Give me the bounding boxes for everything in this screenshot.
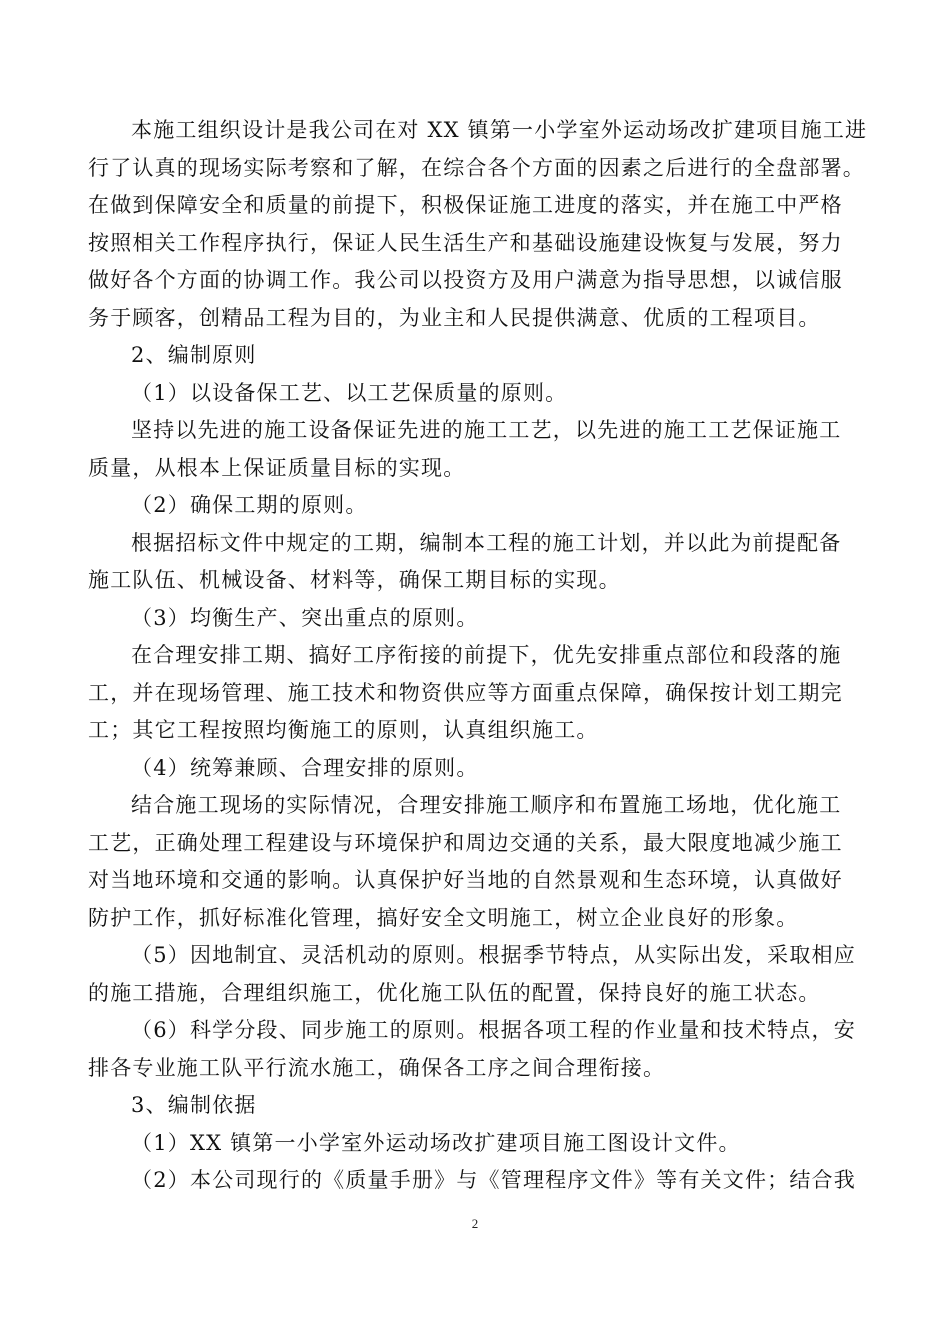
text-line: 务于顾客，创精品工程为目的，为业主和人民提供满意、优质的工程项目。: [88, 305, 821, 330]
text-line: 对当地环境和交通的影响。认真保护好当地的自然景观和生态环境，认真做好: [88, 868, 843, 892]
text-line: 坚持以先进的施工设备保证先进的施工工艺，以先进的施工工艺保证施工: [131, 418, 842, 442]
text-line: （3）均衡生产、突出重点的原则。: [131, 605, 479, 630]
text-line: 根据招标文件中规定的工期，编制本工程的施工计划，并以此为前提配备: [131, 530, 842, 555]
text-line: 质量，从根本上保证质量目标的实现。: [88, 455, 466, 480]
text-line: 在合理安排工期、搞好工序衔接的前提下，优先安排重点部位和段落的施: [131, 643, 842, 667]
text-line: 做好各个方面的协调工作。我公司以投资方及用户满意为指导思想，以诚信服: [88, 268, 843, 292]
text-line: （2）确保工期的原则。: [131, 493, 368, 517]
text-line: 排各专业施工队平行流水施工，确保各工序之间合理衔接。: [88, 1055, 666, 1080]
text-line: 工，并在现场管理、施工技术和物资供应等方面重点保障，确保按计划工期完: [88, 680, 843, 705]
text-line: 3、编制依据: [131, 1093, 257, 1117]
text-line: 工艺，正确处理工程建设与环境保护和周边交通的关系，最大限度地减少施工: [88, 830, 843, 855]
text-line: （1）以设备保工艺、以工艺保质量的原则。: [131, 380, 568, 405]
text-line: 的施工措施，合理组织施工，优化施工队伍的配置，保持良好的施工状态。: [88, 980, 821, 1005]
text-line: （5）因地制宜、灵活机动的原则。根据季节特点，从实际出发，采取相应: [131, 943, 856, 967]
text-line: 施工队伍、机械设备、材料等，确保工期目标的实现。: [88, 568, 621, 592]
page-number: 2: [471, 1216, 479, 1231]
text-line: （4）统筹兼顾、合理安排的原则。: [131, 755, 479, 780]
text-line: 在做到保障安全和质量的前提下，积极保证施工进度的落实，并在施工中严格: [88, 193, 843, 217]
text-line: 行了认真的现场实际考察和了解，在综合各个方面的因素之后进行的全盘部署。: [88, 155, 865, 180]
text-line: （1）XX 镇第一小学室外运动场改扩建项目施工图设计文件。: [131, 1130, 741, 1155]
text-line: 2、编制原则: [131, 343, 257, 367]
text-line: 按照相关工作程序执行，保证人民生活生产和基础设施建设恢复与发展，努力: [88, 230, 843, 255]
document-body: [88, 112, 868, 1200]
text-line: （2）本公司现行的《质量手册》与《管理程序文件》等有关文件；结合我: [131, 1168, 856, 1192]
text-line: （6）科学分段、同步施工的原则。根据各项工程的作业量和技术特点，安: [131, 1018, 856, 1042]
text-line: 本施工组织设计是我公司在对 XX 镇第一小学室外运动场改扩建项目施工进: [131, 118, 868, 142]
text-line: 工；其它工程按照均衡施工的原则，认真组织施工。: [88, 718, 599, 742]
text-line: 结合施工现场的实际情况，合理安排施工顺序和布置施工场地，优化施工: [131, 793, 842, 817]
text-line: 防护工作，抓好标准化管理，搞好安全文明施工，树立企业良好的形象。: [88, 905, 799, 930]
